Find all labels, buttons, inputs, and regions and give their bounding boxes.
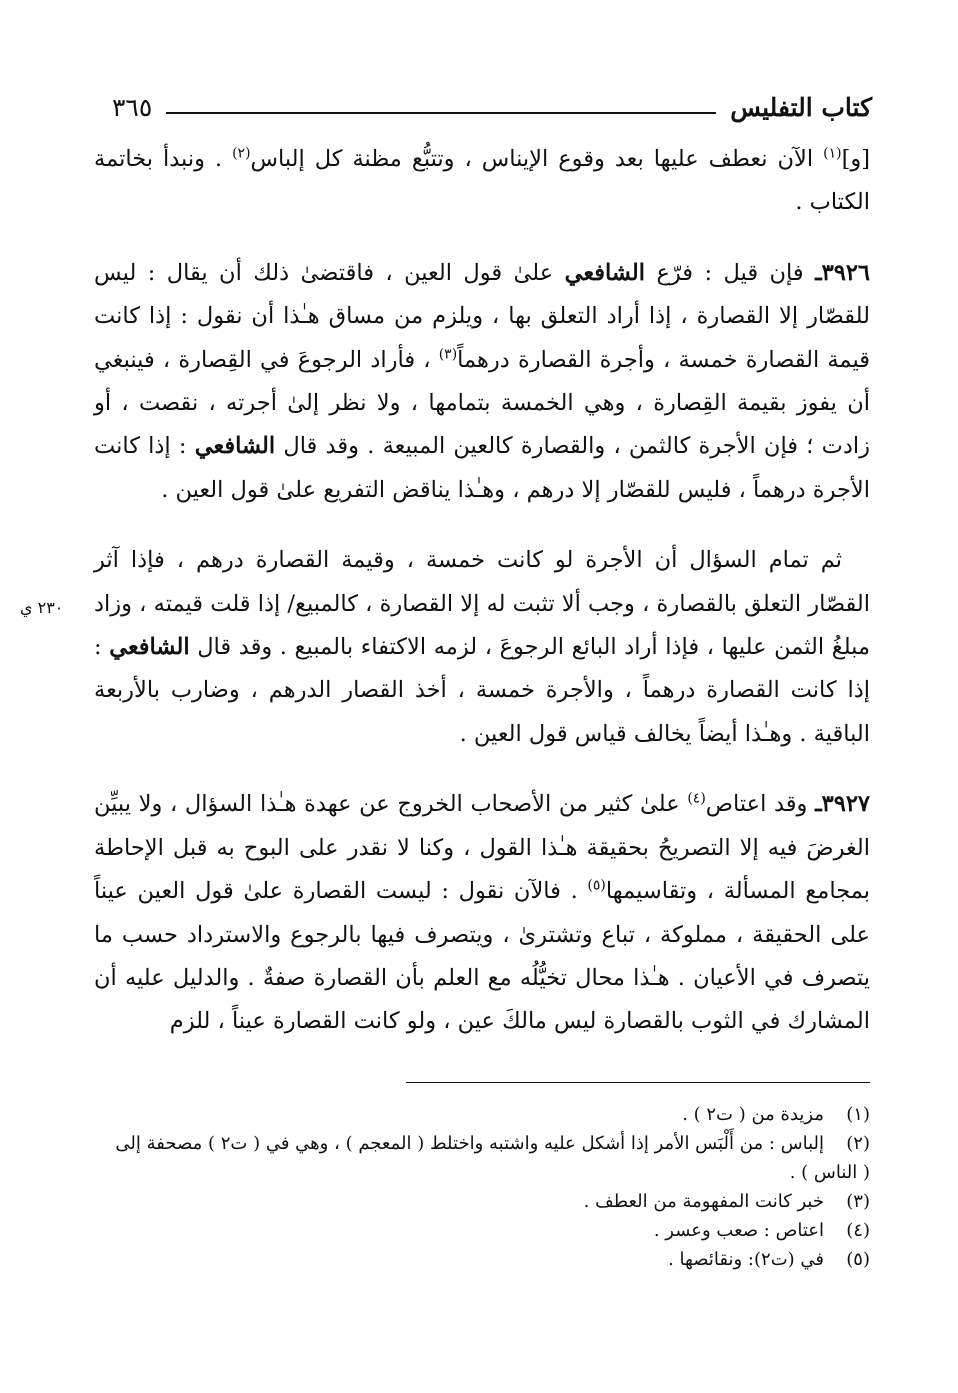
header-rule	[166, 112, 716, 114]
footnote-text: مزيدة من ( ت٢ ) .	[682, 1104, 824, 1125]
page-number: ٣٦٥	[112, 93, 153, 122]
chapter-title: كتاب التفليس	[730, 93, 872, 122]
paragraph-text: . فالآن نقول : ليست القصارة علىٰ قول العين عيناً على الحقيقة ، مملوكة ، تباع وتشترىٰ ، ويتصرف فيها بالرجوع والاسترداد حسب ما يتصرف في الأعيان . هـٰذا محال تخيُّلُه مع العلم بأن القصارة صفةٌ . والدليل عليه أن المشارك في الثوب بالقصارة ليس مالكَ عين ، ولو كانت القصارة عيناً ، للزم	[94, 878, 870, 1035]
footnote-1	[88, 1100, 870, 1129]
paragraph-3927	[94, 783, 870, 1043]
footnote-text: اعتاص : صعب وعسر .	[653, 1220, 824, 1241]
paragraph-number: ٣٩٢٧ـ	[815, 791, 870, 818]
paragraph-text: علىٰ قول العين ، فاقتضىٰ ذلك أن يقال : ليس للقصّار إلا القصارة ، إذا أراد التعلق بها ، ويلزم من مساق هـٰذا أن نقول : إذا كانت قيمة القصارة خمسة ، وأجرة القصارة درهماً	[94, 259, 870, 373]
name-emphasis: الشافعي	[194, 433, 276, 460]
footnote-text: في (ت٢): ونقائصها .	[668, 1249, 824, 1270]
name-emphasis: الشافعي	[564, 259, 646, 286]
paragraph-text: علىٰ كثير من الأصحاب الخروج عن عهدة هـٰذا السؤال ، ولا يبيِّن الغرضَ فيه إلا التصريحُ بحقيقة هـٰذا القول ، وكنا لا نقدر على البوح به قبل الإحاطة بمجامع المسألة ، وتقاسيمها	[94, 791, 870, 905]
paragraph-text: فإن قيل : فرّع	[645, 259, 816, 286]
paragraph-3926-cont	[94, 539, 870, 756]
footnote-4	[88, 1216, 870, 1245]
footnote-text: ( الناس ) .	[789, 1162, 870, 1183]
paragraph-text: الآن نعطف عليها بعد وقوع الإيناس ، وتتبُّع مظنة كل إلباس	[250, 146, 824, 172]
folio-margin-note: ٢٣٠ ي	[20, 598, 64, 617]
bracket-insertion: [و]	[841, 146, 870, 172]
footnote-ref: (٥)	[587, 877, 606, 894]
paragraph-text: : إذا كانت القصارة درهماً ، والأجرة خمسة ، أخذ القصار الدرهم ، وضارب بالأربعة الباقية . وهـٰذا أيضاً يخالف قياس قول العين .	[94, 634, 870, 747]
footnote-number: (٢)	[846, 1133, 870, 1154]
footnote-number: (٣)	[846, 1191, 870, 1212]
footnote-number: (١)	[846, 1104, 870, 1125]
footnote-number: (٤)	[846, 1220, 870, 1241]
running-header	[112, 82, 872, 122]
footnote-5	[88, 1245, 870, 1274]
main-text	[94, 138, 870, 1071]
footnote-text: إلباس : من أَلْبَس الأمر إذا أشكل عليه واشتبه واختلط ( المعجم ) ، وهي في ( ت٢ ) مصحفة إلى	[115, 1133, 824, 1154]
footnote-ref: (١)	[823, 145, 842, 162]
paragraph-text: ثم تمام السؤال أن الأجرة لو كانت خمسة ، وقيمة القصارة درهم ، فإذا آثر القصّار التعلق بالقصارة ، وجب ألا تثبت له إلا القصارة ، كالمبيع/ إذا قلت قيمته ، وزاد مبلغُ الثمن عليها ، فإذا أراد البائع الرجوعَ ، لزمه الاكتفاء بالمبيع . وقد قال	[94, 547, 870, 661]
name-emphasis: الشافعي	[109, 634, 190, 661]
footnote-2-continuation	[88, 1158, 870, 1187]
footnote-ref: (٤)	[687, 790, 706, 807]
footnote-text: خبر كانت المفهومة من العطف .	[583, 1191, 824, 1212]
paragraph-3926	[94, 252, 870, 512]
footnote-2	[88, 1129, 870, 1158]
footnote-3	[88, 1187, 870, 1216]
footnote-ref: (٢)	[232, 145, 251, 162]
paragraph-text: . ونبدأ بخاتمة الكتاب .	[94, 146, 870, 216]
footnote-separator	[406, 1082, 870, 1083]
paragraph-text: ، فأراد الرجوعَ في القِصارة ، فينبغي أن يفوز بقيمة القِصارة ، وهي الخمسة بتمامها ، ولا نظر إلىٰ أجرته ، نقصت ، أو زادت ؛ فإن الأجرة كالثمن ، والقصارة كالعين المبيعة . وقد قال	[94, 346, 870, 460]
footnote-number: (٥)	[846, 1249, 870, 1270]
paragraph-number: ٣٩٢٦ـ	[815, 259, 871, 286]
paragraph-text: : إذا كانت الأجرة درهماً ، فليس للقصّار إلا درهم ، وهـٰذا يناقض التفريع علىٰ قول العين .	[94, 433, 870, 503]
footnote-ref: (٣)	[438, 346, 458, 363]
paragraph-1	[94, 138, 870, 225]
footnotes	[88, 1100, 870, 1274]
paragraph-text: وقد اعتاص	[705, 791, 816, 818]
